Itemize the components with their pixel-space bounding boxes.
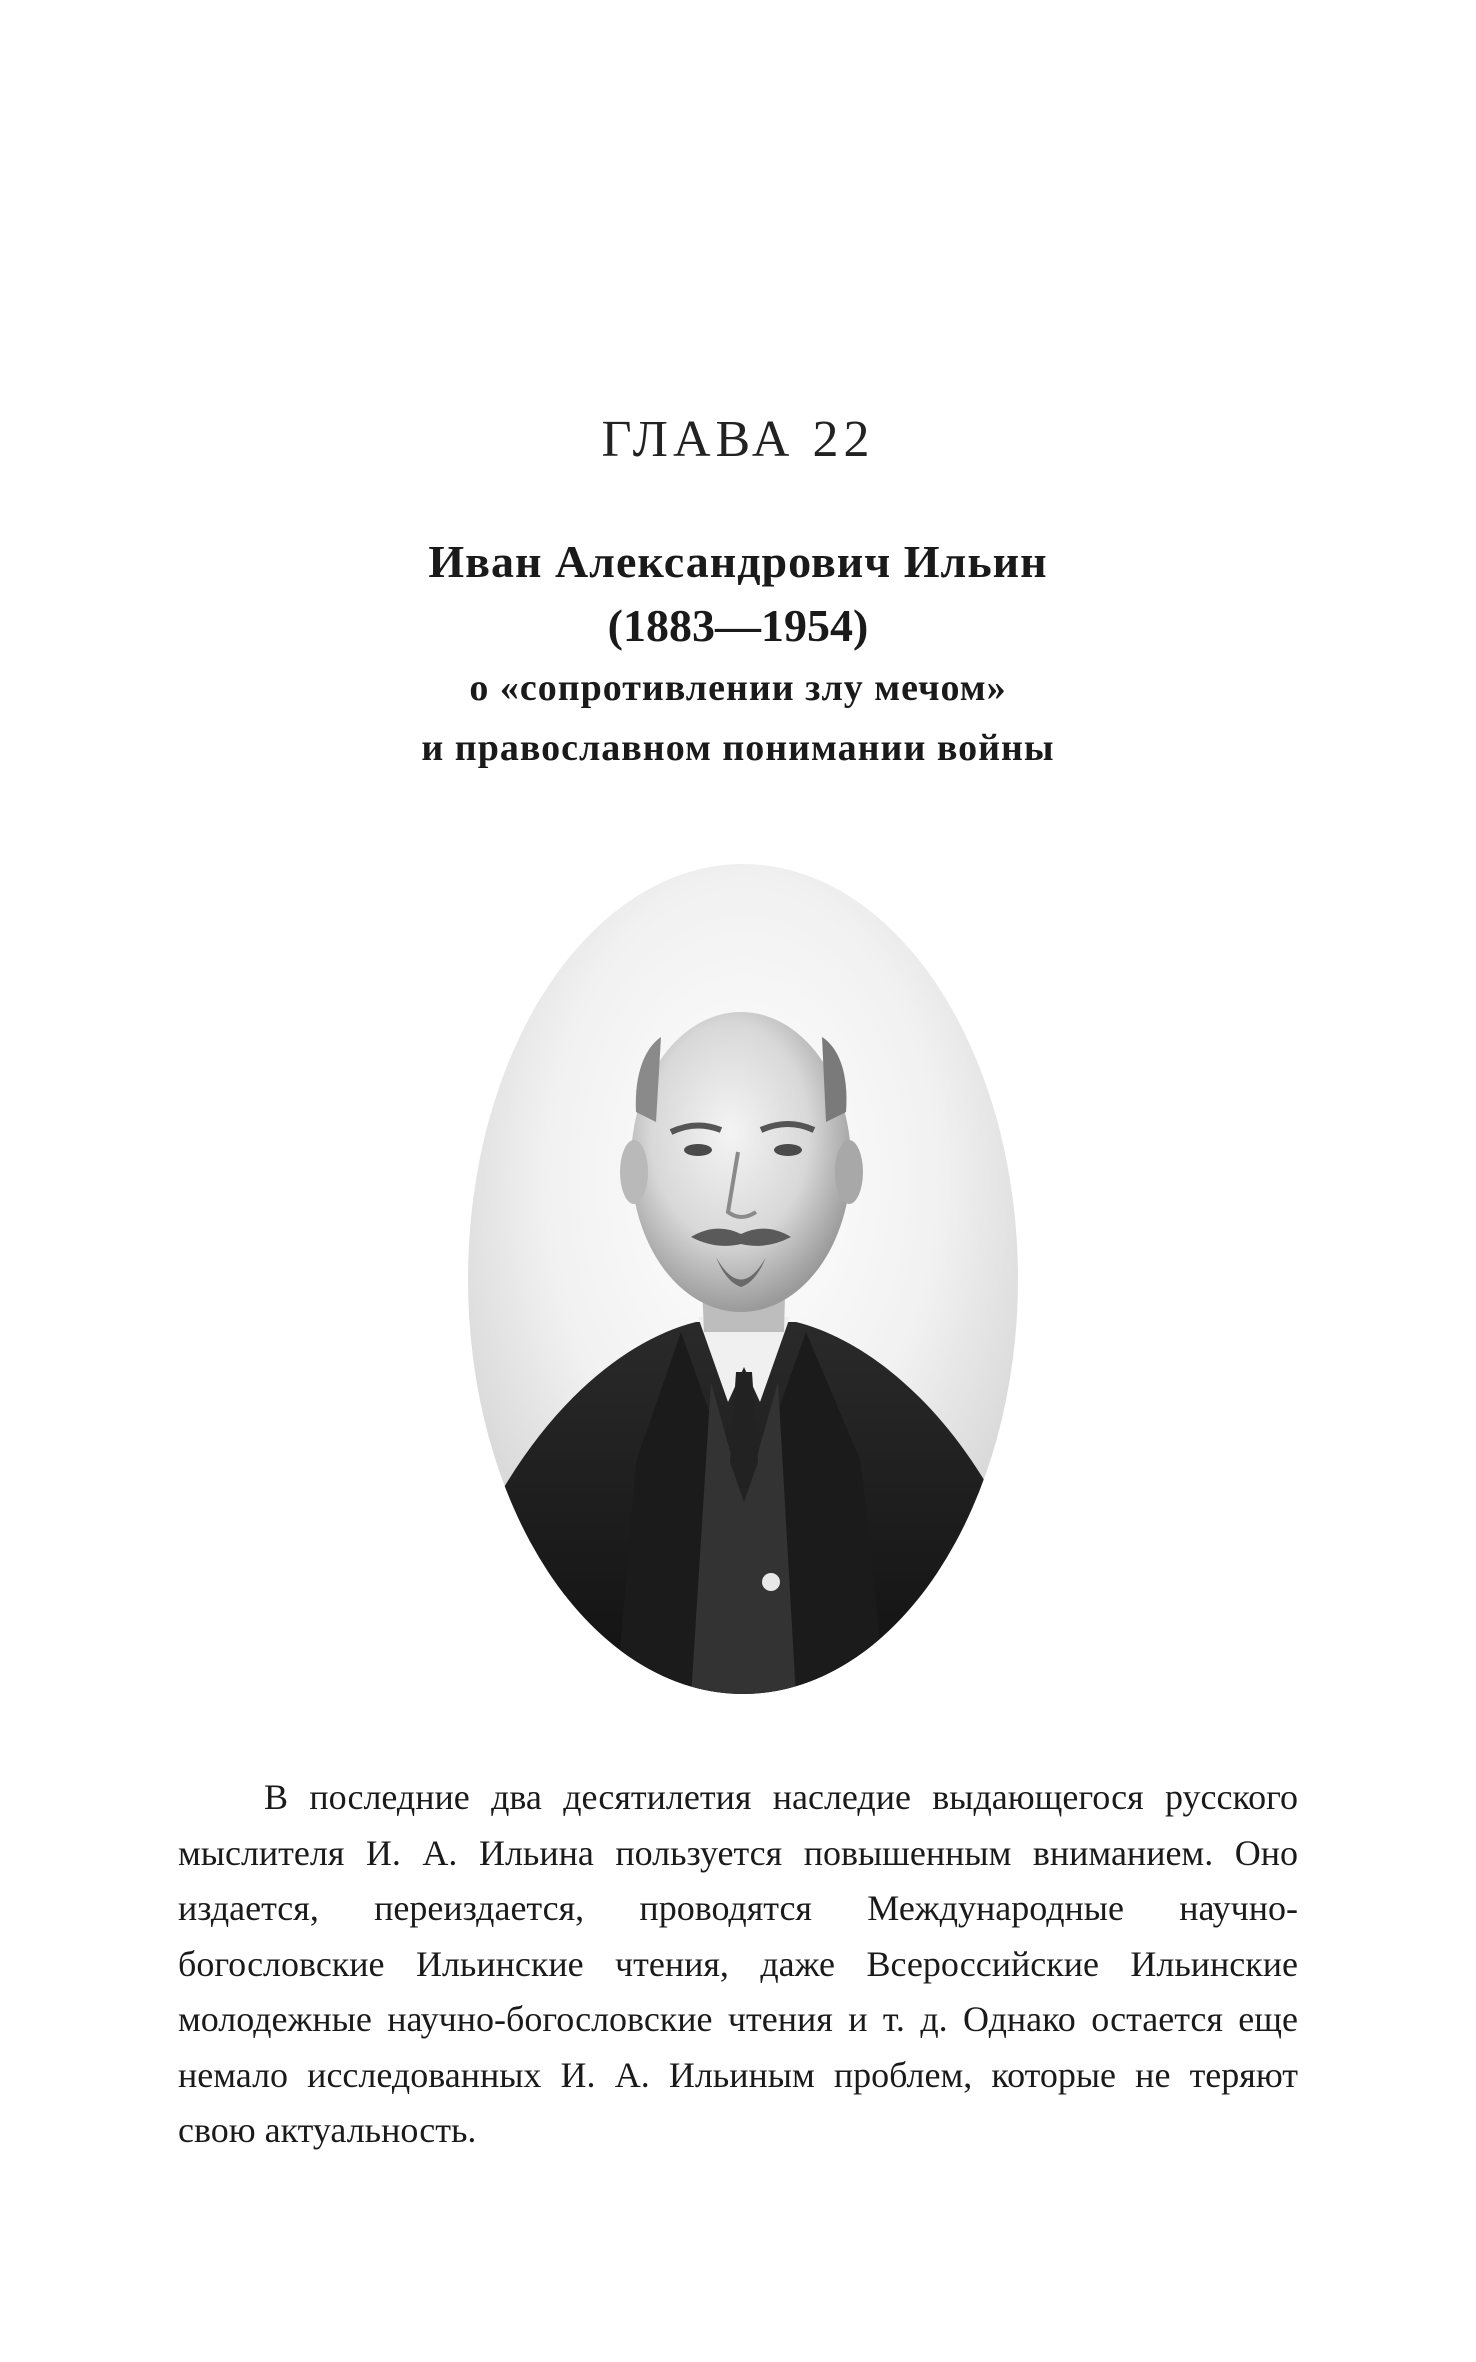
chapter-title-name: Иван Александрович Ильин — [428, 536, 1048, 587]
body-paragraph: В последние два десятилетия наследие выдающегося русского мыслителя И. А. Ильина пользуется повышенным вниманием. Оно издается, переиздается, проводятся Международные научно-богословские Ильинские чтения, даже Всероссийские Ильинские молодежные научно-богословские чтения и т. д. Однако остается еще немало исследованных И. А. Ильиным проблем, которые не теряют свою актуальность. — [178, 1777, 1298, 2150]
chapter-title-block — [0, 530, 1476, 778]
chapter-subtitle-line-2: и православном понимании войны — [421, 727, 1055, 769]
chapter-label: ГЛАВА 22 — [601, 411, 875, 468]
chapter-subtitle-line-1: о «сопротивлении злу мечом» — [469, 667, 1007, 709]
portrait-photo — [466, 862, 1021, 1697]
chapter-title-years: (1883—1954) — [607, 600, 869, 651]
